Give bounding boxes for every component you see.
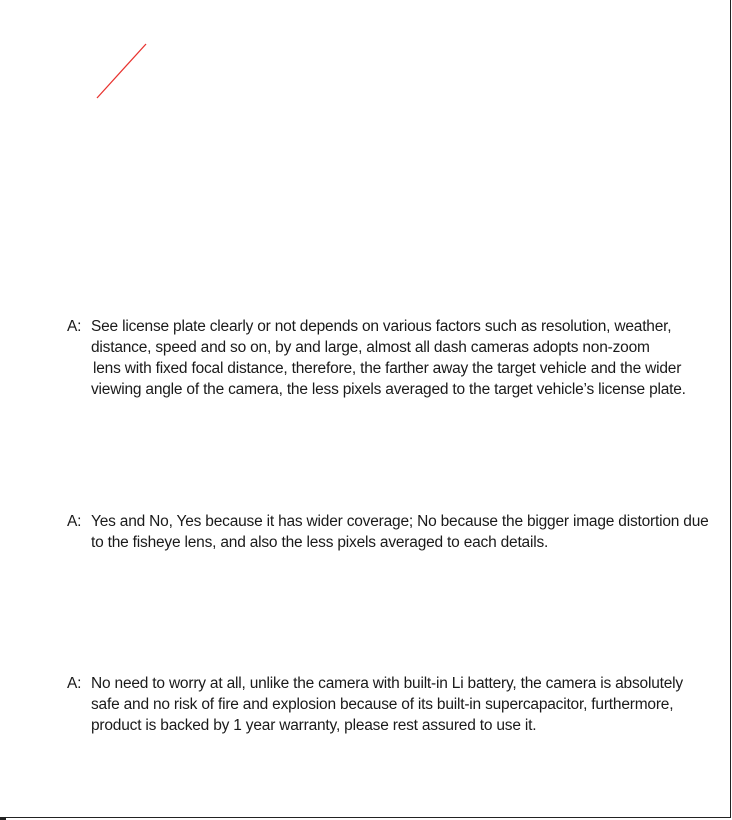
answer-line: distance, speed and so on, by and large, almost all dash cameras adopts non-zoom <box>91 339 650 356</box>
answer-line <box>67 511 709 532</box>
answer-prefix: A: <box>67 513 82 530</box>
answer-license-plate <box>67 316 686 400</box>
answer-prefix: A: <box>67 318 82 335</box>
answer-line <box>67 316 686 337</box>
answer-battery-safety <box>67 673 683 736</box>
answer-line: safe and no risk of fire and explosion because of its built-in supercapacitor, furthermore, <box>91 696 674 713</box>
answer-line: product is backed by 1 year warranty, please rest assured to use it. <box>91 717 537 734</box>
answer-text: No need to worry at all, unlike the camera with built-in Li battery, the camera is absolutely <box>91 675 683 692</box>
answer-prefix: A: <box>67 675 82 692</box>
answer-text: Yes and No, Yes because it has wider coverage; No because the bigger image distortion due <box>91 513 709 530</box>
answer-line: to the fisheye lens, and also the less pixels averaged to each details. <box>91 534 549 551</box>
answer-line: lens with fixed focal distance, therefore, the farther away the target vehicle and the wider <box>93 360 682 377</box>
answer-line <box>67 673 683 694</box>
answer-text: See license plate clearly or not depends on various factors such as resolution, weather, <box>91 318 672 335</box>
answer-wide-angle <box>67 511 709 553</box>
answer-line: viewing angle of the camera, the less pixels averaged to the target vehicle’s license plate. <box>91 381 686 398</box>
